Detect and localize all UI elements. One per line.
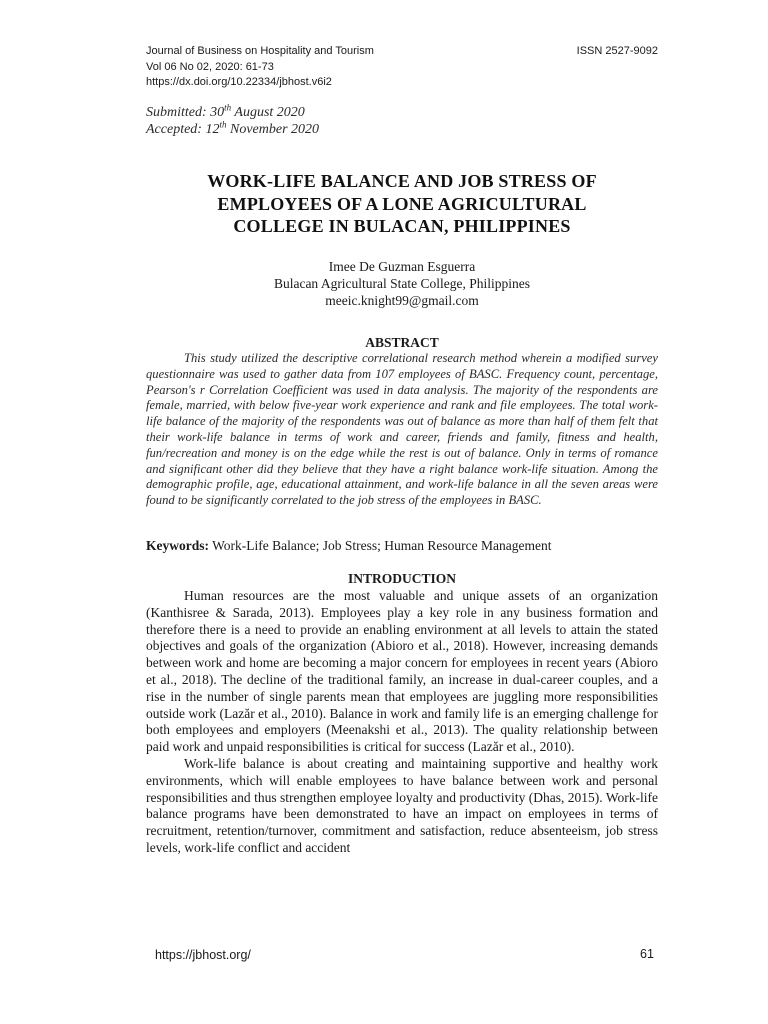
accepted-date-prefix: Accepted: 12	[146, 122, 220, 137]
author-email[interactable]: meeic.knight99@gmail.com	[325, 293, 479, 308]
intro-paragraph-2: Work-life balance is about creating and maintaining supportive and healthy work environments, which will enable employees to have balance between work and personal responsibilities and thus strengthen employee loyalty and productivity (Dhas, 2015). Work-life balance programs have been demonstrated to have an impact on employees in terms of recruitment, retention/turnover, commitment and satisfaction, reduce absenteeism, job stress levels, work-life conflict and accident	[146, 755, 658, 855]
title-line-2: EMPLOYEES OF A LONE AGRICULTURAL	[217, 193, 587, 214]
introduction-body	[146, 588, 658, 857]
abstract-text: This study utilized the descriptive correlational research method wherein a modified survey questionnaire was used to gather data from 107 employees of BASC. Frequency count, percentage, Pearson's r Correlation Coefficient was used in data analysis. The majority of the respondents are female, married, with below five-year work experience and rank and file employees. The total work-life balance of the majority of the respondents was out of balance as more than half of them felt that their work-life balance in terms of work and career, friends and family, fitness and health, fun/recreation and money is on the edge while the rest is out of balance. Only in terms of romance and significant other did they believe that they have a right balance work-life situation. Among the demographic profile, age, educational attainment, and work-life balance in all the seven areas were found to be significantly correlated to the job stress of the employees in BASC.	[146, 351, 658, 508]
doi-link[interactable]: https://dx.doi.org/10.22334/jbhost.v6i2	[146, 76, 332, 88]
journal-name: Journal of Business on Hospitality and Tourism	[146, 45, 374, 57]
submission-dates	[146, 104, 319, 138]
submitted-date-suffix: August 2020	[231, 105, 305, 120]
submitted-date	[146, 104, 319, 121]
footer-url[interactable]: https://jbhost.org/	[155, 948, 251, 962]
keywords-label: Keywords:	[146, 538, 209, 553]
abstract-heading: ABSTRACT	[365, 335, 439, 350]
accepted-date	[146, 121, 319, 138]
author-block	[146, 258, 658, 309]
issn: ISSN 2527-9092	[576, 45, 658, 57]
keywords	[146, 537, 666, 554]
journal-header	[146, 44, 658, 91]
keywords-text: Work-Life Balance; Job Stress; Human Resource Management	[209, 538, 552, 553]
introduction-heading: INTRODUCTION	[347, 571, 456, 586]
author-name: Imee De Guzman Esguerra	[328, 259, 476, 274]
submitted-date-sup: th	[224, 102, 232, 113]
submitted-date-prefix: Submitted: 30	[146, 105, 225, 120]
volume-info: Vol 06 No 02, 2020: 61-73	[146, 60, 274, 73]
accepted-date-suffix: November 2020	[226, 122, 320, 137]
paper-title	[146, 170, 658, 238]
title-line-3: COLLEGE IN BULACAN, PHILIPPINES	[233, 216, 571, 236]
intro-paragraph-1: Human resources are the most valuable and unique assets of an organization (Kanthisree & Sarada, 2013). Employees play a key role in any business formation and therefore there is a need to provide an enabling environment at all levels to attain the stated objectives and goals of the organization (Abioro et al., 2018). However, increasing demands between work and home are becoming a major concern for employees in recent years (Abioro et al., 2018). The decline of the traditional family, an increase in dual-career couples, and a rise in the number of single parents mean that employees are juggling more responsibilities outside work (Lazăr et al., 2010). Balance in work and family life is an emerging challenge for both employees and employers (Meenakshi et al., 2013). The quality relationship between paid work and unpaid responsibilities is critical for success (Lazăr et al., 2010).	[146, 588, 658, 755]
page-number: 61	[640, 947, 654, 961]
accepted-date-sup: th	[219, 119, 227, 130]
title-line-1: WORK-LIFE BALANCE AND JOB STRESS OF	[207, 171, 597, 191]
author-affiliation: Bulacan Agricultural State College, Philippines	[273, 276, 531, 291]
